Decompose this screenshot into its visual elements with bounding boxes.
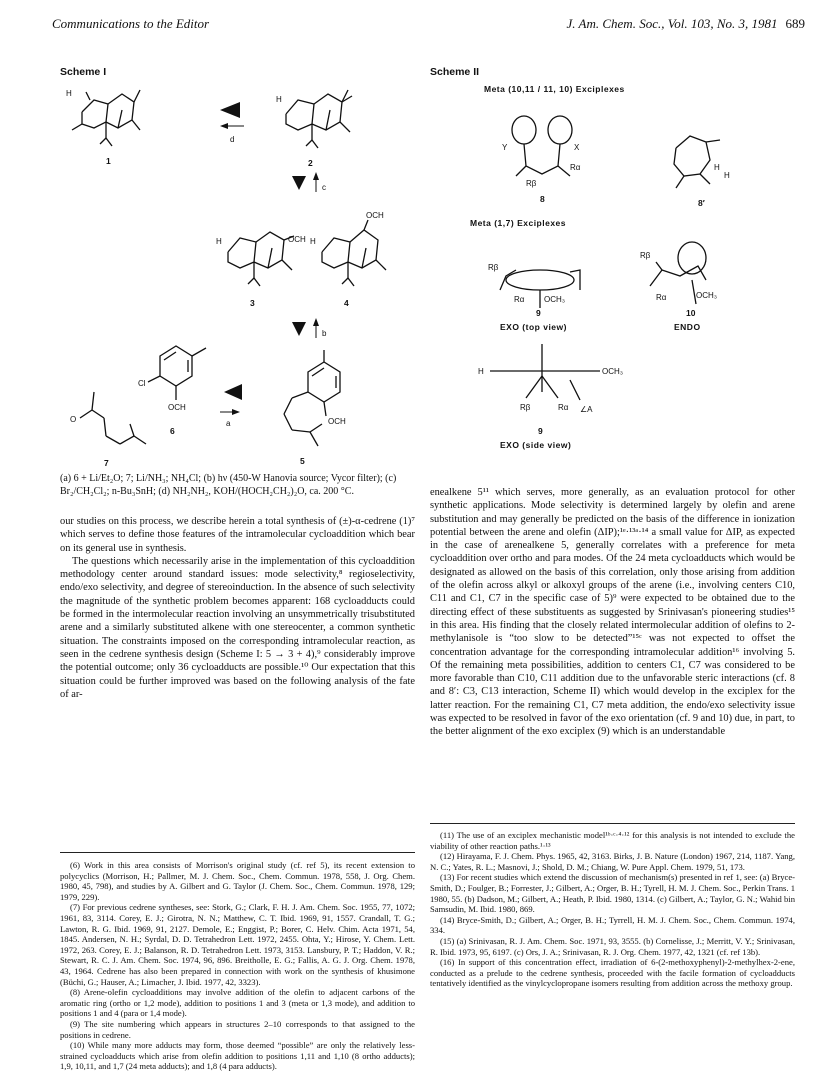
body-column-right	[430, 486, 795, 739]
scheme1-o-label: O	[70, 415, 77, 424]
running-header-right	[567, 16, 806, 32]
structure-9-side	[490, 344, 600, 400]
x-y-label-x: X	[574, 143, 580, 152]
references-right	[430, 830, 795, 989]
endo-caption: ENDO	[674, 322, 701, 332]
scheme1-cl-label: Cl	[138, 379, 146, 388]
scheme-2-figure	[430, 80, 800, 475]
structure-8	[512, 116, 572, 176]
reference-item: (15) (a) Srinivasan, R. J. Am. Chem. Soc. 1971, 93, 3555. (b) Cornelisse, J.; Merritt, V. Y.; Srinivasan, R. Ibid. 1973, 95, 6197. (c) Ors, J. A.; Srinivasan, R. J. Org. Chem. 1977, 42, 1321 (cf. ref 13b).	[430, 935, 795, 957]
body-paragraph: our studies on this process, we describe herein a total synthesis of (±)-α-cedrene (1)⁷ which serves to define those features of the intramolecular cycloaddition which bear on its general use in synthesis.	[60, 516, 415, 554]
compound-number-8: 8	[540, 194, 545, 204]
compound-number-1: 1	[106, 156, 111, 166]
h-label-8prime: H	[714, 163, 720, 172]
scheme-1-figure	[60, 80, 420, 475]
reference-item: (14) Bryce-Smith, D.; Gilbert, A.; Orger, B. H.; Tyrrell, H. M. J. Chem. Soc., Chem. Commun. 1974, 334.	[430, 914, 795, 936]
reference-item: (8) Arene-olefin cycloadditions may involve addition of the olefin to adjacent carbons of the aromatic ring (ortho or 1,2 mode), addition to positions 1 and 3 (meta or 1,3 mode), and addition to positions 1 and 4 (para or 1,4 mode).	[60, 987, 415, 1019]
arrow-label-b: b	[322, 329, 327, 338]
reference-item: (7) For previous cedrene syntheses, see: Stork, G.; Clark, F. H. J. Am. Chem. Soc. 1955, 77, 1072; 1961, 83, 3114. Corey, E. J.; Girotra, N. N.; Matthew, C. T. Ibid. 1969, 91, 1557. Crandall, T. G.; Lawton, R. G. Ibid. 1969, 91, 2127. Demole, E.; Enggist, P.; Borer, C. Helv. Chim. Acta 1971, 54, 1845. Andersen, N. H.; Syrdal, D. D. Tetrahedron Lett. 1972, 2455. Ohta, Y.; Hirose, Y. Chem. Lett. 1972, 263. Corey, E. J.; Balanson, R. D. Tetrahedron Lett. 1973, 3153. Lansbury, P. T.; Haddon, V. R.; Stewart, R. C. J. Am. Chem. Soc. 1974, 96, 896. Breitholle, E. G.; Fallis, A. G. J. Org. Chem. 1978, 43, 1964. Cedrene has also been prepared in connection with work on the synthesis of khusimone (Büchi, G.; Hauser, A.; Limacher, J. Ibid. 1977, 42, 3323).	[60, 902, 415, 987]
scheme-2-label: Scheme II	[430, 66, 480, 78]
scheme-1-drawing	[60, 80, 420, 475]
structure-5	[284, 350, 340, 446]
r-alpha-label: Rα	[570, 163, 581, 172]
r-alpha-label-9: Rα	[514, 295, 525, 304]
structure-9-top	[500, 270, 580, 308]
r-beta-label: Rβ	[526, 179, 537, 188]
r-beta-label-side: Rβ	[520, 403, 531, 412]
structure-7	[80, 392, 146, 444]
scheme-1-label: Scheme I	[60, 66, 107, 78]
compound-number-3: 3	[250, 298, 255, 308]
compound-number-9: 9	[536, 308, 541, 318]
references-left	[60, 860, 415, 1072]
structure-1	[72, 90, 140, 146]
journal-citation: J. Am. Chem. Soc., Vol. 103, No. 3, 1981	[566, 16, 778, 31]
arrow-label-c: c	[322, 183, 326, 192]
scheme1-och3-label: OCH	[288, 235, 306, 244]
scheme1-h-label-2: H	[276, 95, 282, 104]
body-column-left	[60, 515, 415, 701]
scheme1-och3-label-3: OCH	[328, 417, 346, 426]
h-label-8prime-2: H	[724, 171, 730, 180]
scheme-2-drawing	[430, 80, 800, 475]
meta-1-7-heading: Meta (1,7) Exciplexes	[470, 218, 567, 228]
compound-number-4: 4	[344, 298, 349, 308]
scheme1-h-label-3: H	[216, 237, 222, 246]
compound-number-7: 7	[104, 458, 109, 468]
reference-item: (11) The use of an exciplex mechanistic model¹ᵇ·ᶜ·⁴·¹² for this analysis is not intended to exclude the viability of other reaction paths.¹·¹³	[430, 830, 795, 851]
angle-a-label: ∠A	[580, 405, 593, 414]
r-alpha-label-10: Rα	[656, 293, 667, 302]
compound-number-2: 2	[308, 158, 313, 168]
scheme-1-footnote: (a) 6 + Li/Et₂O; 7; Li/NH₃; NH₄Cl; (b) hν (450-W Hanovia source; Vycor filter); (c) Br₂/CH₂Cl₂; n-Bu₃SnH; (d) NH₂NH₂, KOH/(HOCH₂CH₂)₂O, ca. 200 °C.	[60, 473, 397, 497]
footnote-divider-right	[430, 823, 795, 824]
och3-label-10: OCH₃	[696, 291, 718, 300]
body-paragraph: The questions which necessarily arise in the implementation of this cycloaddition methodology center around standard issues: mode selectivity,⁸ regioselectivity, endo/exo selectivity, and degree of stereoinduction. In the absence of such selectivity the magnitude of the synthetic problem becomes apparent: 168 cycloadducts could be formed in the intermolecular reaction involving an unsymmetrically trisubstituted arene and a similarly substituted alkene with one stereocenter, a common synthetic situation. The constraints imposed on the corresponding intramolecular reaction, as seen in the cedrene synthesis design (Scheme I: 5 → 3 + 4),⁹ considerably improve the potential outcome; only 36 cycloadducts are possible.¹⁰ Our expectation that this situation could be further improved was based on the following analysis of the fate of ar-	[60, 555, 415, 700]
reference-item: (9) The site numbering which appears in structures 2–10 corresponds to that assigned to the positions in cedrene.	[60, 1018, 415, 1040]
structure-2	[286, 90, 352, 148]
scheme1-h-label-4: H	[310, 237, 316, 246]
reference-item: (10) While many more adducts may form, those deemed “possible” are only the relatively less-strained cycloadducts which arise from olefin addition to positions 1,11 and 1,10 (8 ortho adducts); 1,9, 10,11, and 1,7 (24 meta adducts); and 1,8 (4 para adducts).	[60, 1040, 415, 1072]
r-beta-label-10: Rβ	[640, 251, 651, 260]
x-y-label-y: Y	[502, 143, 508, 152]
reference-item: (12) Hirayama, F. J. Chem. Phys. 1965, 42, 3163. Birks, J. B. Nature (London) 1967, 214, 1187. Yang, N. C.; Yates, R. L.; Masnovi, J.; Shold, D. M.; Chiang, W. Pure Appl. Chem. 1979, 51, 173.	[430, 851, 795, 872]
body-paragraph: enealkene 5¹¹ which serves, more generally, as an evaluation protocol for other synthetic applications. Mode selectivity is determined largely by olefin and arene substitution and may generally be predicted on the basis of the difference in ionization potential between the arene and olefin (ΔIP);¹ᵉ·¹³ᵃ·¹⁴ a small value for ΔIP, as expected in the case of arenealkene 5, generally correlates with a preference for meta cycloaddition over ortho and para modes. Of the 24 meta cycloadducts which would be designated as allowed on the basis of this correlation, only those arising from addition of the olefin across alkyl or alkoxyl groups of the arene (i.e., involving centers C10, C11 and C1, C7 in the specific case of 5)⁹ were expected to be obtained due to the directing effect of these substituents as suggested by Srinivasan's pioneering studies¹⁵ in this area. His finding that the closely related intermolecular addition of olefins to 2-methylanisole is “too slow to be detected”¹⁵ᶜ was not expected to offset the concentration advantage for the corresponding intramolecular addition¹⁶ involving 5. Of the remaining meta possibilities, addition to centers C1, C7 was considered to be more favorable than C10, C11 addition due to the unfavorable steric interactions (cf. 8 and 8′: C3, C13 interaction, Scheme II) which would develop in the exciplex for the latter reaction. For the remaining C1, C7 meta addition, the endo/exo selectivity issue was expected to be resolved in favor of the exo orientation (cf. 9 and 10) due, in part, to the better alignment of the exo exciplex (9) which is an understandable	[430, 487, 795, 738]
och3-label-9: OCH₃	[544, 295, 566, 304]
scheme1-och3-label-4: OCH	[168, 403, 186, 412]
och3-label-side: OCH₃	[602, 367, 624, 376]
compound-number-5: 5	[300, 456, 305, 466]
structure-8-prime	[674, 136, 720, 188]
compound-number-6: 6	[170, 426, 175, 436]
h-label-side: H	[478, 367, 484, 376]
r-alpha-label-side: Rα	[558, 403, 569, 412]
footnote-divider-left	[60, 852, 415, 853]
scheme1-och3-label-2: OCH	[366, 211, 384, 220]
reference-item: (13) For recent studies which extend the discussion of mechanism(s) presented in ref 1, see: (a) Bryce-Smith, D.; Foulger, B.; Forrester, J.; Gilbert, A.; Orger, B. H.; Tyrell, H. M. J. Chem. Soc., Perkin Trans. 1 1980, 55. (b) Dadson, M.; Gilbert, A.; Heath, P. Ibid. 1980, 1314. (c) Gilbert, A.; Taylor, G. N.; Wahid bin Samsudin, M. Ibid. 1980, 869.	[430, 872, 795, 915]
compound-number-9-side: 9	[538, 426, 543, 436]
scheme1-h-label: H	[66, 89, 72, 98]
compound-number-10: 10	[686, 308, 696, 318]
page-number: 689	[785, 16, 805, 31]
structure-4	[322, 220, 386, 286]
reference-item: (6) Work in this area consists of Morrison's original study (cf. ref 5), its recent extension to polycyclics (Morrison, H.; Pallmer, M. J. Chem. Soc., Chem. Commun. 1978, 558, J. Org. Chem. 1980, 45, 798), and studies by A. Gilbert and G. Taylor (J. Chem. Soc., Chem. Commun. 1978, 129; 1979, 229).	[60, 860, 415, 902]
structure-3	[228, 232, 294, 286]
arrow-label-d: d	[230, 135, 235, 144]
reference-item: (16) In support of this concentration effect, irradiation of 6-(2-methoxyphenyl)-2-methylhex-2-ene, conducted as a prelude to the cedrene synthesis, proceeded with the facile formation of cycloadducts tentatively identified as the vinylcyclopropane isomers resulting from addition across the methoxy group.	[430, 957, 795, 989]
exo-top-view-caption: EXO (top view)	[500, 322, 567, 332]
compound-number-8-prime: 8′	[698, 198, 705, 208]
r-beta-label-9: Rβ	[488, 263, 499, 272]
arrow-label-a: a	[226, 419, 231, 428]
meta-10-11-heading: Meta (10,11 / 11, 10) Exciplexes	[484, 84, 625, 94]
structure-6	[148, 346, 206, 400]
running-header-left: Communications to the Editor	[52, 16, 210, 31]
exo-side-view-caption: EXO (side view)	[500, 440, 572, 450]
